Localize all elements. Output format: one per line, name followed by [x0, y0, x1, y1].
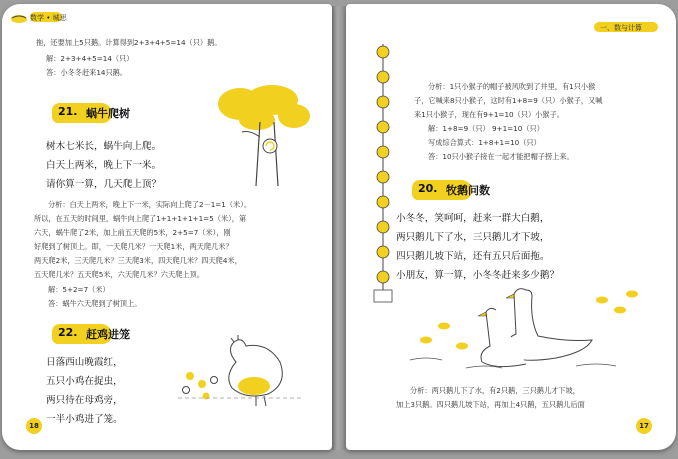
monkey-analysis-5: 写成综合算式：1+8+1=10（只） [428, 138, 541, 147]
right-header: 一、数与计算 [600, 24, 642, 32]
monkey-analysis-1: 分析：1只小猴子的帽子被风吹到了井里，有1只小猴 [428, 82, 596, 91]
tree-snail-illustration [212, 82, 312, 187]
solution-21: 解：5+2=7（米） [48, 285, 110, 294]
problem-22-heading [52, 324, 172, 344]
answer-21: 答：蜗牛六天爬到了树顶上。 [48, 299, 142, 308]
monkey-chain-illustration [370, 40, 396, 308]
right-page [346, 4, 676, 450]
left-page-number: 18 [26, 418, 42, 434]
analysis-21-line-2: 所以，在五天的时间里，蜗牛向上爬了1+1+1+1+1=5（米），第 [34, 214, 247, 223]
problem-20-poem-4: 小朋友，算一算，小冬冬赶来多少鹅？ [396, 270, 560, 281]
left-page [2, 4, 332, 450]
analysis-21-line-6: 五天爬几米？五天爬5米，六天爬几米？六天爬上顶。 [34, 270, 204, 279]
problem-22-poem-4: 一半小鸡进了笼。 [46, 414, 123, 425]
problem-22-poem-1: 日落西山晚霞红， [46, 357, 123, 368]
analysis-21-line-4: 好爬到了树顶上。即，一天爬几米？一天爬1米，两天爬几米？ [34, 242, 233, 251]
problem-22-poem-3: 两只待在母鸡旁， [46, 395, 123, 406]
analysis-21-line-5: 两天爬2米，三天爬几米？三天爬3米，四天爬几米？四天爬4米， [34, 256, 242, 265]
problem-20-poem-2: 两只鹅儿下了水，三只鹅儿才下坡， [396, 232, 550, 243]
analysis-20-line-2: 加上3只鹅。四只鹅儿坡下站，再加上4只鹅，五只鹅儿后面 [396, 400, 585, 409]
problem-21-number: 21. [58, 105, 78, 118]
book-gutter [332, 6, 346, 450]
problem-20-title: 牧鹅问数 [446, 184, 490, 197]
monkey-analysis-6: 答：10只小猴子接在一起才能把帽子捞上来。 [428, 152, 574, 161]
hen-chicks-illustration [176, 332, 306, 412]
analysis-21-line-1: 分析：白天上两米，晚上下一米，实际向上爬了2－1=1（米）。 [48, 200, 252, 209]
monkey-analysis-4: 解：1+8=9（只） 9+1=10（只） [428, 124, 544, 133]
problem-20-heading [412, 180, 532, 200]
right-page-number: 17 [636, 418, 652, 434]
problem-20-poem-3: 四只鹅儿坡下站，还有五只后面拖。 [396, 251, 550, 262]
geese-illustration [406, 280, 656, 378]
problem-20-poem-1: 小冬冬，笑呵呵，赶来一群大白鹅， [396, 213, 550, 224]
book-icon [10, 12, 28, 24]
analysis-21-line-3: 六天，蜗牛爬了2米，加上前五天爬的5米，2+5=7（米），刚 [34, 228, 231, 237]
problem-22-poem-2: 五只小鸡在捉虫， [46, 376, 123, 387]
left-header: 数学 • 城思 [30, 14, 67, 22]
problem-21-heading [52, 103, 172, 123]
intro-line-2: 解：2+3+4+5=14（只） [46, 54, 134, 63]
problem-21-title: 蜗牛爬树 [86, 107, 130, 120]
problem-21-poem-3: 请你算一算，几天爬上顶？ [46, 179, 162, 190]
intro-line-1: 拖，还要加上5只鹅。计算得到2+3+4+5=14（只）鹅。 [36, 38, 222, 47]
problem-21-poem-1: 树木七米长，蜗牛向上爬。 [46, 141, 162, 152]
analysis-20-line-1: 分析：两只鹅儿下了水，有2只鹅，三只鹅儿才下坡， [410, 386, 580, 395]
problem-21-poem-2: 白天上两米，晚上下一米。 [46, 160, 162, 171]
problem-22-number: 22. [58, 326, 78, 339]
problem-22-title: 赶鸡进笼 [86, 328, 130, 341]
monkey-analysis-2: 子，它喊来8只小猴子，这时有1+8=9（只）小猴子，又喊 [414, 96, 603, 105]
problem-20-number: 20. [418, 182, 438, 195]
intro-line-3: 答：小冬冬赶来14只鹅。 [46, 68, 128, 77]
monkey-analysis-3: 来1只小猴子，现在有9+1=10（只）小猴子。 [414, 110, 564, 119]
